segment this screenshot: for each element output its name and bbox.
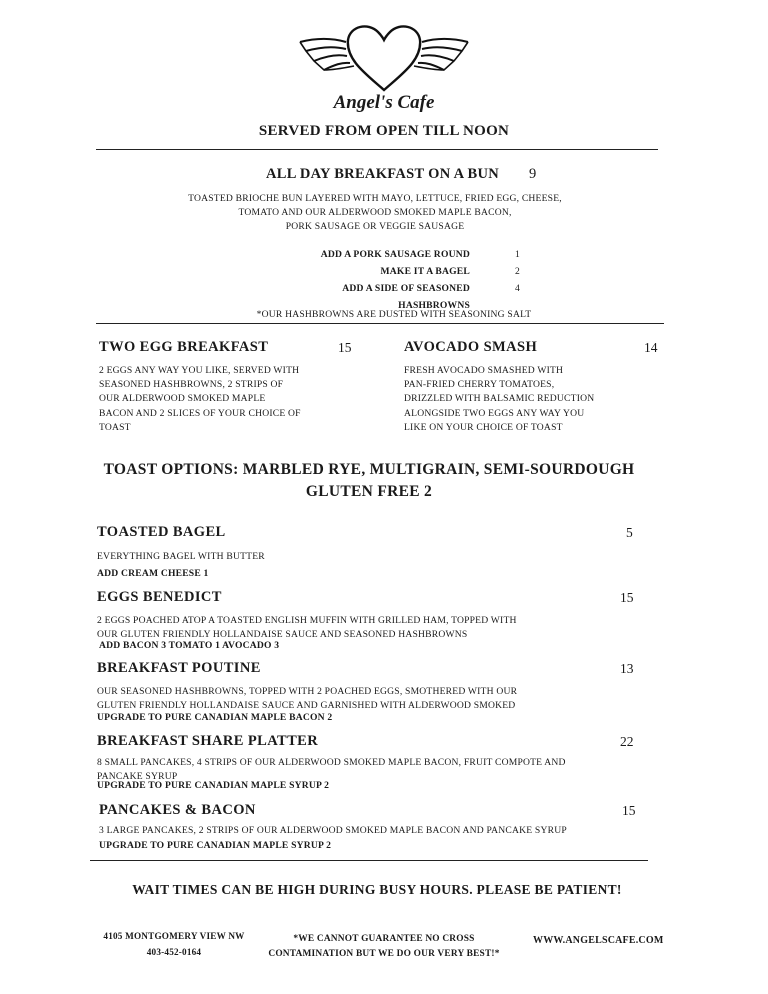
winged-heart-icon xyxy=(296,16,472,96)
desc-line: TOAST xyxy=(99,421,131,433)
addon-price: 1 xyxy=(515,249,520,260)
footer-phone: 403-452-0164 xyxy=(146,947,202,957)
two-egg-title: TWO EGG BREAKFAST xyxy=(99,339,269,355)
bun-price: 9 xyxy=(529,166,537,182)
footer-address: 4105 MONTGOMERY VIEW NW xyxy=(103,931,245,941)
divider xyxy=(90,860,648,861)
desc-line: PANCAKE SYRUP xyxy=(97,771,178,783)
item-addon: ADD BACON 3 TOMATO 1 AVOCADO 3 xyxy=(99,640,280,651)
desc-line: 2 EGGS POACHED ATOP A TOASTED ENGLISH MUFFIN WITH GRILLED HAM, TOPPED WITH xyxy=(97,615,517,626)
two-egg-description xyxy=(99,364,339,435)
item-addon: ADD CREAM CHEESE 1 xyxy=(97,568,209,579)
footer-address-block xyxy=(84,929,264,959)
desc-line: PORK SAUSAGE OR VEGGIE SAUSAGE xyxy=(285,221,465,233)
desc-line: LIKE ON YOUR CHOICE OF TOAST xyxy=(404,421,563,433)
wait-times-note: WAIT TIMES CAN BE HIGH DURING BUSY HOURS. PLEASE BE PATIENT! xyxy=(132,882,622,897)
bun-addon-prices xyxy=(500,246,520,297)
desc-line: 2 EGGS ANY WAY YOU LIKE, SERVED WITH xyxy=(99,365,300,376)
desc-line: TOASTED BRIOCHE BUN LAYERED WITH MAYO, LETTUCE, FRIED EGG, CHEESE, xyxy=(188,193,562,204)
two-egg-price: 15 xyxy=(338,340,352,355)
toast-options-line: TOAST OPTIONS: MARBLED RYE, MULTIGRAIN, SEMI-SOURDOUGH xyxy=(103,461,635,478)
item-price: 5 xyxy=(626,525,633,540)
desc-line: OUR ALDERWOOD SMOKED MAPLE xyxy=(99,393,266,405)
desc-line: BACON AND 2 SLICES OF YOUR CHOICE OF xyxy=(99,407,301,419)
desc-line: DRIZZLED WITH BALSAMIC REDUCTION xyxy=(404,393,595,405)
addon-label: MAKE IT A BAGEL xyxy=(380,266,470,277)
avocado-title: AVOCADO SMASH xyxy=(404,339,538,355)
avocado-price: 14 xyxy=(644,340,658,355)
bun-description xyxy=(0,192,750,235)
addon-price: 4 xyxy=(515,283,520,294)
addon-label: ADD A PORK SAUSAGE ROUND xyxy=(320,249,470,260)
footer-disclaimer xyxy=(244,932,524,961)
item-title: BREAKFAST POUTINE xyxy=(97,660,261,676)
desc-line: 8 SMALL PANCAKES, 4 STRIPS OF OUR ALDERWOOD SMOKED MAPLE BACON, FRUIT COMPOTE AND xyxy=(97,757,566,768)
item-description xyxy=(97,685,517,713)
addon-label: ADD A SIDE OF SEASONED HASHBROWNS xyxy=(342,283,470,311)
desc-line: GLUTEN FRIENDLY HOLLANDAISE SAUCE AND GARNISHED WITH ALDERWOOD SMOKED xyxy=(97,700,516,712)
footer-website-link[interactable]: WWW.ANGELSCAFE.COM xyxy=(533,935,664,946)
served-hours: SERVED FROM OPEN TILL NOON xyxy=(258,123,510,139)
item-price: 15 xyxy=(620,590,634,605)
item-title: EGGS BENEDICT xyxy=(97,589,222,605)
desc-line: ALONGSIDE TWO EGGS ANY WAY YOU xyxy=(404,407,585,419)
item-price: 15 xyxy=(622,803,636,818)
addon-price: 2 xyxy=(515,266,520,277)
item-price: 22 xyxy=(620,734,634,749)
item-addon: UPGRADE TO PURE CANADIAN MAPLE SYRUP 2 xyxy=(97,780,330,791)
item-title: BREAKFAST SHARE PLATTER xyxy=(97,733,319,749)
avocado-description xyxy=(404,364,644,435)
desc-line: OUR GLUTEN FRIENDLY HOLLANDAISE SAUCE AND SEASONED HASHBROWNS xyxy=(97,629,468,641)
item-addon: UPGRADE TO PURE CANADIAN MAPLE SYRUP 2 xyxy=(99,840,332,851)
bun-addons xyxy=(270,246,470,314)
desc-line: EVERYTHING BAGEL WITH BUTTER xyxy=(97,551,265,562)
item-title: PANCAKES & BACON xyxy=(99,802,256,818)
item-description xyxy=(99,824,567,838)
divider xyxy=(96,149,658,150)
disclaimer-line: CONTAMINATION BUT WE DO OUR VERY BEST!* xyxy=(268,949,500,959)
cafe-name: Angel's Cafe xyxy=(333,92,435,113)
desc-line: OUR SEASONED HASHBROWNS, TOPPED WITH 2 POACHED EGGS, SMOTHERED WITH OUR xyxy=(97,686,518,697)
desc-line: SEASONED HASHBROWNS, 2 STRIPS OF xyxy=(99,379,284,391)
desc-line: PAN-FRIED CHERRY TOMATOES, xyxy=(404,379,555,391)
toast-options xyxy=(0,459,738,503)
item-addon: UPGRADE TO PURE CANADIAN MAPLE BACON 2 xyxy=(97,712,333,723)
cafe-logo xyxy=(296,16,472,114)
divider xyxy=(96,323,664,324)
item-title: TOASTED BAGEL xyxy=(97,524,226,540)
desc-line: TOMATO AND OUR ALDERWOOD SMOKED MAPLE BACON, xyxy=(238,207,512,219)
desc-line: FRESH AVOCADO SMASHED WITH xyxy=(404,365,564,376)
item-description xyxy=(97,550,265,564)
item-price: 13 xyxy=(620,661,634,676)
disclaimer-line: *WE CANNOT GUARANTEE NO CROSS xyxy=(293,934,475,944)
toast-options-gluten-free: GLUTEN FREE 2 xyxy=(305,483,433,500)
bun-title: ALL DAY BREAKFAST ON A BUN xyxy=(266,166,500,182)
hashbrown-note: *OUR HASHBROWNS ARE DUSTED WITH SEASONING SALT xyxy=(256,309,532,320)
desc-line: 3 LARGE PANCAKES, 2 STRIPS OF OUR ALDERWOOD SMOKED MAPLE BACON AND PANCAKE SYRUP xyxy=(99,825,567,836)
